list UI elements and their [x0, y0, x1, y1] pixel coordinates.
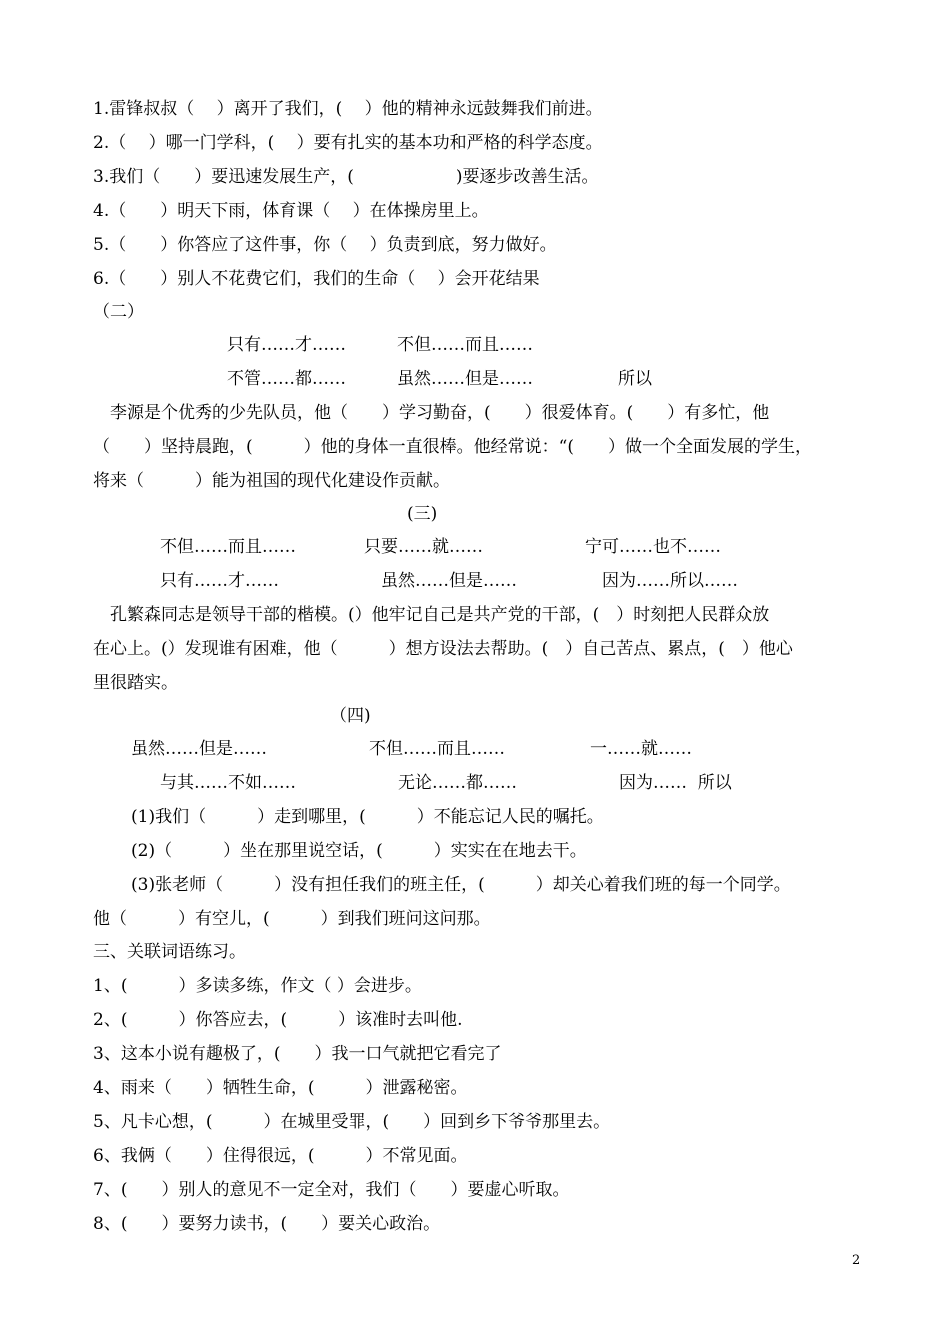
passage-line: 孔繁森同志是领导干部的楷模。(）他牢记自己是共产党的干部，( ）时刻把人民群众放	[93, 605, 770, 625]
exercise-line: 5、凡卡心想，( ）在城里受罪，( ）回到乡下爷爷那里去。	[93, 1112, 611, 1132]
conjunction-options: 虽然……但是…… 不但……而且…… 一……就……	[131, 739, 692, 759]
passage-line: 在心上。(）发现谁有困难，他（ ）想方设法去帮助。( ）自己苦点、累点，( ）他心	[93, 639, 793, 659]
exercise-line: 2、( ）你答应去，( ）该准时去叫他.	[93, 1010, 463, 1030]
passage-line: 李源是个优秀的少先队员，他（ ）学习勤奋，( ）很爱体育。( ）有多忙，他	[93, 403, 770, 423]
section-heading: （四)	[330, 706, 371, 726]
section-heading: （二）	[93, 302, 144, 322]
conjunction-options: 不管……都…… 虽然……但是…… 所以	[227, 369, 652, 389]
exercise-line: 3、这本小说有趣极了，( ）我一口气就把它看完了	[93, 1044, 502, 1064]
passage-line: （ ）坚持晨跑，( ）他的身体一直很棒。他经常说：“( ）做一个全面发展的学生，	[93, 437, 812, 457]
conjunction-options: 只有……才…… 虽然……但是…… 因为……所以……	[160, 571, 738, 591]
conjunction-options: 不但……而且…… 只要……就…… 宁可……也不……	[160, 537, 721, 557]
exercise-line: (2)（ ）坐在那里说空话，( ）实实在在地去干。	[131, 841, 587, 861]
exercise-line: 7、( ）别人的意见不一定全对，我们（ ）要虚心听取。	[93, 1180, 570, 1200]
exercise-line: 1.雷锋叔叔（ ）离开了我们，( ）他的精神永远鼓舞我们前进。	[93, 99, 603, 119]
exercise-line: 3.我们（ ）要迅速发展生产，( )要逐步改善生活。	[93, 167, 599, 187]
exercise-line: (3)张老师（ ）没有担任我们的班主任，( ）却关心着我们班的每一个同学。	[131, 875, 791, 895]
passage-line: 将来（ ）能为祖国的现代化建设作贡献。	[93, 471, 450, 491]
exercise-line: 4、雨来（ ）牺牲生命，( ）泄露秘密。	[93, 1078, 468, 1098]
section-heading: (三)	[407, 504, 438, 524]
conjunction-options: 只有……才…… 不但……而且……	[227, 335, 533, 355]
conjunction-options: 与其……不如…… 无论……都…… 因为…… 所以	[160, 773, 732, 793]
page-number: 2	[852, 1253, 861, 1268]
exercise-line: 4.（ ）明天下雨，体育课（ ）在体操房里上。	[93, 201, 489, 221]
exercise-line: 6、我俩（ ）住得很远，( ）不常见面。	[93, 1146, 468, 1166]
exercise-line: 6.（ ）别人不花费它们，我们的生命（ ）会开花结果	[93, 269, 540, 289]
exercise-line: 1、( ）多读多练，作文（ ）会进步。	[93, 976, 422, 996]
section-heading: 三、关联词语练习。	[93, 942, 246, 962]
passage-line: 里很踏实。	[93, 673, 178, 693]
exercise-line: 2.（ ）哪一门学科，( ）要有扎实的基本功和严格的科学态度。	[93, 133, 603, 153]
exercise-line: (1)我们（ ）走到哪里，( ）不能忘记人民的嘱托。	[131, 807, 604, 827]
exercise-line: 他（ ）有空儿，( ）到我们班问这问那。	[93, 909, 491, 929]
exercise-line: 5.（ ）你答应了这件事，你（ ）负责到底，努力做好。	[93, 235, 557, 255]
exercise-line: 8、( ）要努力读书，( ）要关心政治。	[93, 1214, 441, 1234]
